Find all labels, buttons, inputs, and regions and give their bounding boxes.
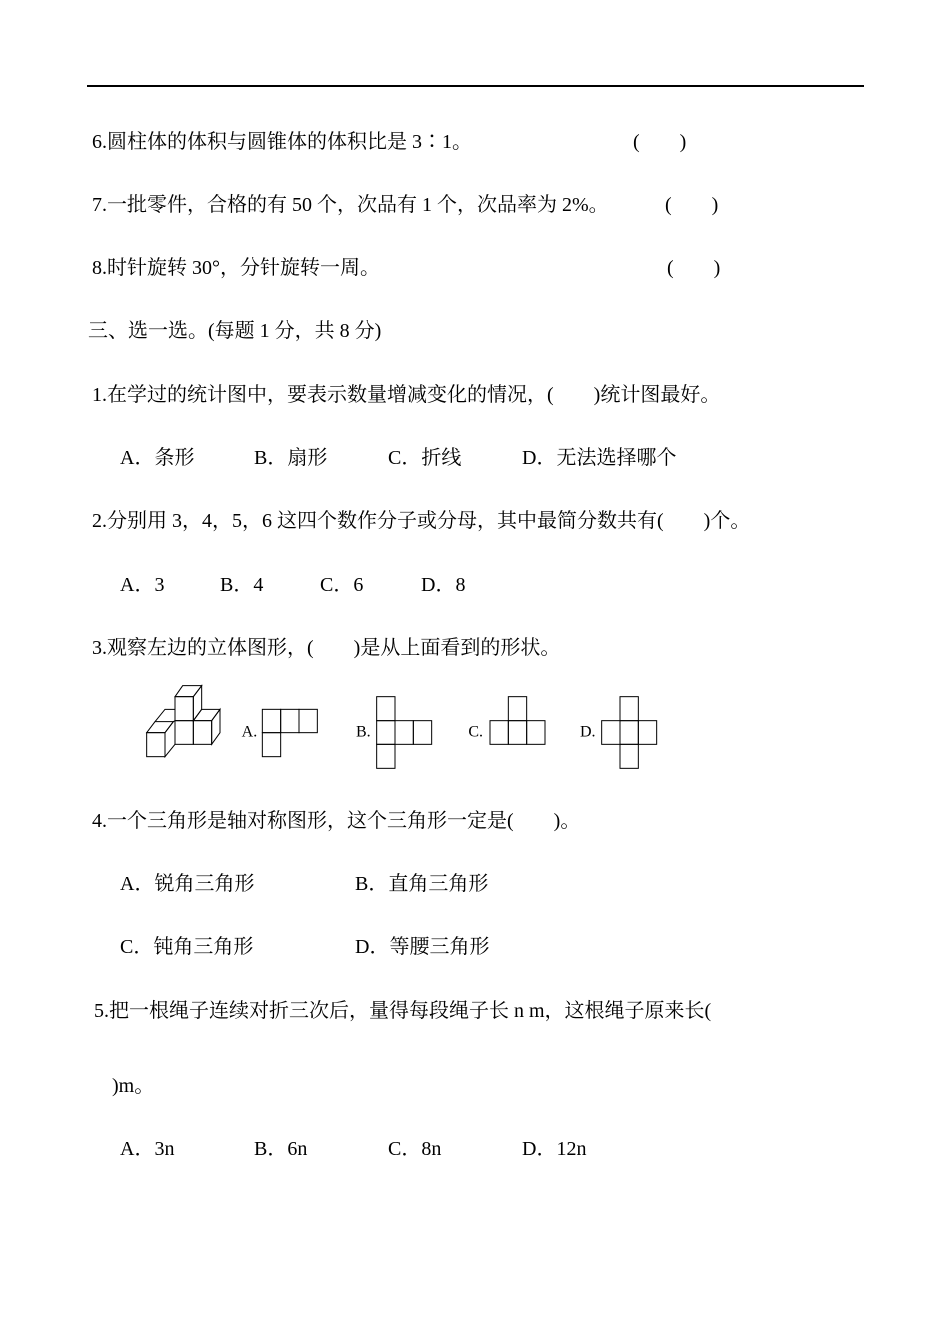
option-a[interactable]: A．3n — [120, 1138, 175, 1160]
answer-blank-7[interactable]: ( ) — [665, 194, 719, 216]
option-c[interactable]: C．钝角三角形 — [120, 936, 254, 958]
option-c[interactable]: C．6 — [320, 574, 364, 596]
option-a[interactable]: A．条形 — [120, 447, 195, 469]
answer-blank-6[interactable]: ( ) — [633, 131, 687, 153]
answer-blank-8[interactable]: ( ) — [667, 257, 721, 279]
cube-views-figure — [140, 680, 810, 780]
option-d[interactable]: D．8 — [421, 574, 466, 596]
choice-question-5-cont: )m。 — [112, 1075, 155, 1097]
option-d[interactable]: D．无法选择哪个 — [522, 447, 677, 469]
view-option-a[interactable] — [242, 709, 318, 756]
section-heading: 三、选一选。(每题 1 分，共 8 分) — [88, 320, 382, 342]
option-b[interactable]: B．直角三角形 — [355, 873, 489, 895]
option-a[interactable]: A．锐角三角形 — [120, 873, 255, 895]
option-label-d: D. — [580, 723, 596, 741]
view-option-d[interactable] — [580, 697, 657, 769]
choice-question-3: 3.观察左边的立体图形，( )是从上面看到的形状。 — [92, 637, 561, 659]
choice-question-2: 2.分别用 3，4，5，6 这四个数作分子或分母，其中最简分数共有( )个。 — [92, 510, 751, 532]
choice-question-1: 1.在学过的统计图中，要表示数量增减变化的情况，( )统计图最好。 — [92, 384, 721, 406]
header-rule — [87, 85, 864, 87]
option-label-a: A. — [241, 723, 258, 741]
view-option-b[interactable] — [356, 697, 432, 769]
option-label-c: C. — [468, 723, 484, 741]
option-d[interactable]: D．12n — [522, 1138, 587, 1160]
option-c[interactable]: C．折线 — [388, 447, 462, 469]
option-c[interactable]: C．8n — [388, 1138, 442, 1160]
judge-question-7: 7.一批零件，合格的有 50 个，次品有 1 个，次品率为 2%。 — [92, 194, 609, 216]
option-a[interactable]: A．3 — [120, 574, 165, 596]
option-d[interactable]: D．等腰三角形 — [355, 936, 490, 958]
view-option-c[interactable] — [468, 697, 545, 745]
judge-question-6: 6.圆柱体的体积与圆锥体的体积比是 3∶1。 — [92, 131, 472, 153]
option-label-b: B. — [356, 723, 371, 741]
option-b[interactable]: B．4 — [220, 574, 264, 596]
solid-figure — [147, 686, 220, 757]
choice-question-4: 4.一个三角形是轴对称图形，这个三角形一定是( )。 — [92, 810, 581, 832]
judge-question-8: 8.时针旋转 30°，分针旋转一周。 — [92, 257, 380, 279]
option-b[interactable]: B．6n — [254, 1138, 308, 1160]
option-b[interactable]: B．扇形 — [254, 447, 328, 469]
choice-question-5: 5.把一根绳子连续对折三次后，量得每段绳子长 n m，这根绳子原来长( — [94, 1000, 712, 1022]
